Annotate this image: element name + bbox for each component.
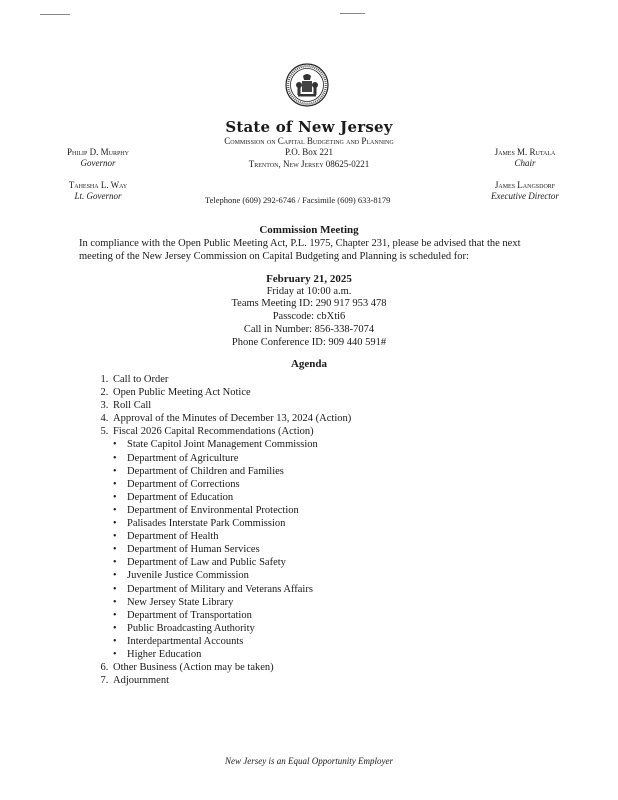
list-item: • Higher Education xyxy=(127,648,351,661)
list-item: • Public Broadcasting Authority xyxy=(127,622,351,635)
list-item: • Department of Transportation xyxy=(127,609,351,622)
chair-name: James M. Rutala xyxy=(494,147,556,157)
list-item: • Department of Children and Families xyxy=(127,465,351,478)
teams-meeting-id: Teams Meeting ID: 290 917 953 478 xyxy=(231,298,387,310)
list-item: • Juvenile Justice Commission xyxy=(127,569,351,582)
lt-governor-name: Tahesha L. Way xyxy=(68,180,128,190)
commission-name: Commission on Capital Budgeting and Planning xyxy=(224,136,394,146)
call-in-number: Call in Number: 856-338-7074 xyxy=(243,323,375,335)
phone-fax: Telephone (609) 292-6746 / Facsimile (609) 633-8179 xyxy=(205,195,391,205)
governor-name: Philip D. Murphy xyxy=(67,147,129,157)
list-item: • Palisades Interstate Park Commission xyxy=(127,517,351,530)
list-item: • Department of Human Services xyxy=(127,543,351,556)
list-item: • Department of Military and Veterans Affairs xyxy=(127,583,351,596)
agenda-item-minutes: 4. Approval of the Minutes of December 13, 2024 (Action) xyxy=(111,412,351,425)
po-box: P.O. Box 221 xyxy=(284,147,333,157)
agenda-item: 3. Roll Call xyxy=(111,399,351,412)
list-item: • Department of Corrections xyxy=(127,478,351,491)
phone-conference-id: Phone Conference ID: 909 440 591# xyxy=(231,336,387,348)
passcode: Passcode: cbXti6 xyxy=(272,311,346,323)
meeting-intro: In compliance with the Open Public Meeting Act, P.L. 1975, Chapter 231, please be advised that the next meeting of the New Jersey Commission on Capital Budgeting and Planning is scheduled for: xyxy=(79,238,521,262)
governor-title: Governor xyxy=(80,158,116,168)
city-address: Trenton, New Jersey 08625-0221 xyxy=(248,159,370,169)
list-item: • Department of Education xyxy=(127,491,351,504)
state-seal-icon xyxy=(285,63,329,107)
agenda-item: 1. Call to Order xyxy=(111,373,351,386)
scan-speck xyxy=(340,13,365,14)
meeting-time: Friday at 10:00 a.m. xyxy=(266,285,352,297)
lt-governor-title: Lt. Governor xyxy=(74,191,122,201)
meeting-details xyxy=(0,273,618,349)
list-item: • New Jersey State Library xyxy=(127,596,351,609)
agenda-item: 2. Open Public Meeting Act Notice xyxy=(111,386,351,399)
list-item: • State Capitol Joint Management Commission xyxy=(127,438,351,451)
list-item: • Department of Agriculture xyxy=(127,452,351,465)
footer-text: New Jersey is an Equal Opportunity Employer xyxy=(225,756,393,766)
chair-block xyxy=(475,147,575,169)
executive-director-block xyxy=(475,180,575,202)
executive-director-title: Executive Director xyxy=(491,191,559,201)
agenda-item: 6. Other Business (Action may be taken) xyxy=(111,661,351,674)
state-title: State of New Jersey xyxy=(225,118,393,136)
agenda-list xyxy=(93,373,351,687)
agenda-heading: Agenda xyxy=(290,358,328,370)
list-item: • Department of Health xyxy=(127,530,351,543)
executive-director-name: James Langsdorf xyxy=(494,180,556,190)
scan-speck xyxy=(40,14,70,15)
governor-block xyxy=(58,147,138,169)
meeting-heading: Commission Meeting xyxy=(259,224,359,236)
agenda-item-capital xyxy=(111,425,351,661)
meeting-date: February 21, 2025 xyxy=(266,273,352,285)
agenda-item-label: Fiscal 2026 Capital Recommendations (Action) xyxy=(113,426,314,438)
list-item: • Interdepartmental Accounts xyxy=(127,635,351,648)
list-item: • Department of Environmental Protection xyxy=(127,504,351,517)
lt-governor-block xyxy=(58,180,138,202)
department-list xyxy=(113,438,351,661)
chair-title: Chair xyxy=(514,158,536,168)
agenda-item: 7. Adjournment xyxy=(111,674,351,687)
list-item: • Department of Law and Public Safety xyxy=(127,556,351,569)
